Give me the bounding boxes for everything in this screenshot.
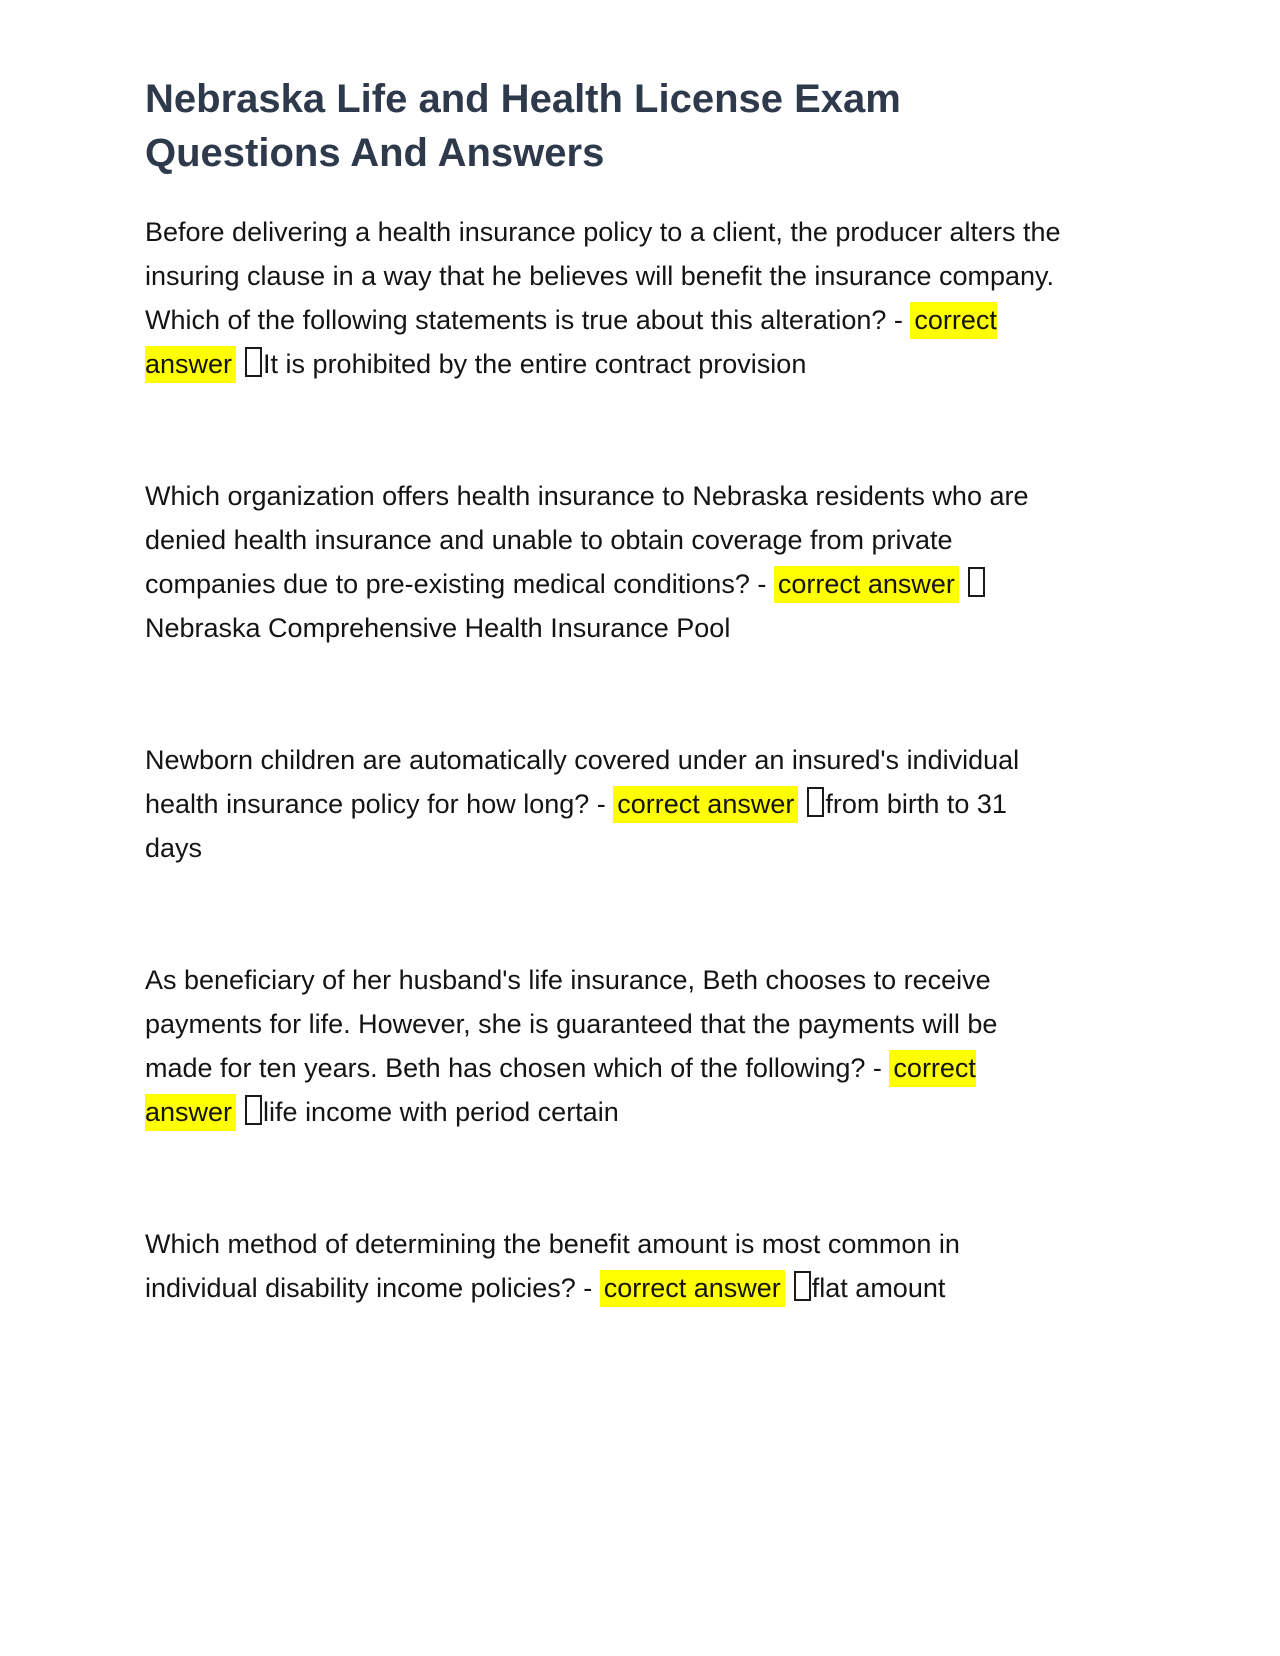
missing-glyph-box-icon	[807, 787, 824, 817]
qa-paragraph-4	[145, 958, 1065, 1134]
correct-answer-highlight: correct answer	[145, 302, 997, 383]
question-text: Which organization offers health insurance to Nebraska residents who are denied health insurance and unable to obtain coverage from private companies due to pre-existing medical conditions? -	[145, 481, 1029, 599]
answer-text: life income with period certain	[263, 1097, 619, 1127]
missing-glyph-box-icon	[968, 567, 985, 597]
missing-glyph-box-icon	[245, 1095, 262, 1125]
qa-paragraph-1	[145, 210, 1065, 386]
correct-answer-highlight: correct answer	[774, 566, 959, 603]
qa-paragraph-2	[145, 474, 1065, 650]
answer-text: from birth to 31 days	[145, 789, 1007, 863]
answer-text: flat amount	[811, 1273, 946, 1303]
missing-glyph-box-icon	[794, 1271, 811, 1301]
answer-text: Nebraska Comprehensive Health Insurance Pool	[145, 613, 731, 643]
missing-glyph-box-icon	[245, 347, 262, 377]
question-text: As beneficiary of her husband's life insurance, Beth chooses to receive payments for life. However, she is guaranteed that the payments will be made for ten years. Beth has chosen which of the following? -	[145, 965, 998, 1083]
question-text: Which method of determining the benefit amount is most common in individual disability income policies? -	[145, 1229, 960, 1303]
qa-paragraph-5	[145, 1222, 1065, 1310]
question-text: Before delivering a health insurance policy to a client, the producer alters the insuring clause in a way that he believes will benefit the insurance company. Which of the following statements is true about this alteration? -	[145, 217, 1061, 335]
page-title: Nebraska Life and Health License Exam Questions And Answers	[145, 77, 901, 175]
answer-text: It is prohibited by the entire contract provision	[263, 349, 807, 379]
qa-paragraph-3	[145, 738, 1065, 870]
question-text: Newborn children are automatically covered under an insured's individual health insurance policy for how long? -	[145, 745, 1020, 819]
correct-answer-highlight: correct answer	[600, 1270, 785, 1307]
correct-answer-highlight: correct answer	[613, 786, 798, 823]
correct-answer-highlight: correct answer	[145, 1050, 976, 1131]
